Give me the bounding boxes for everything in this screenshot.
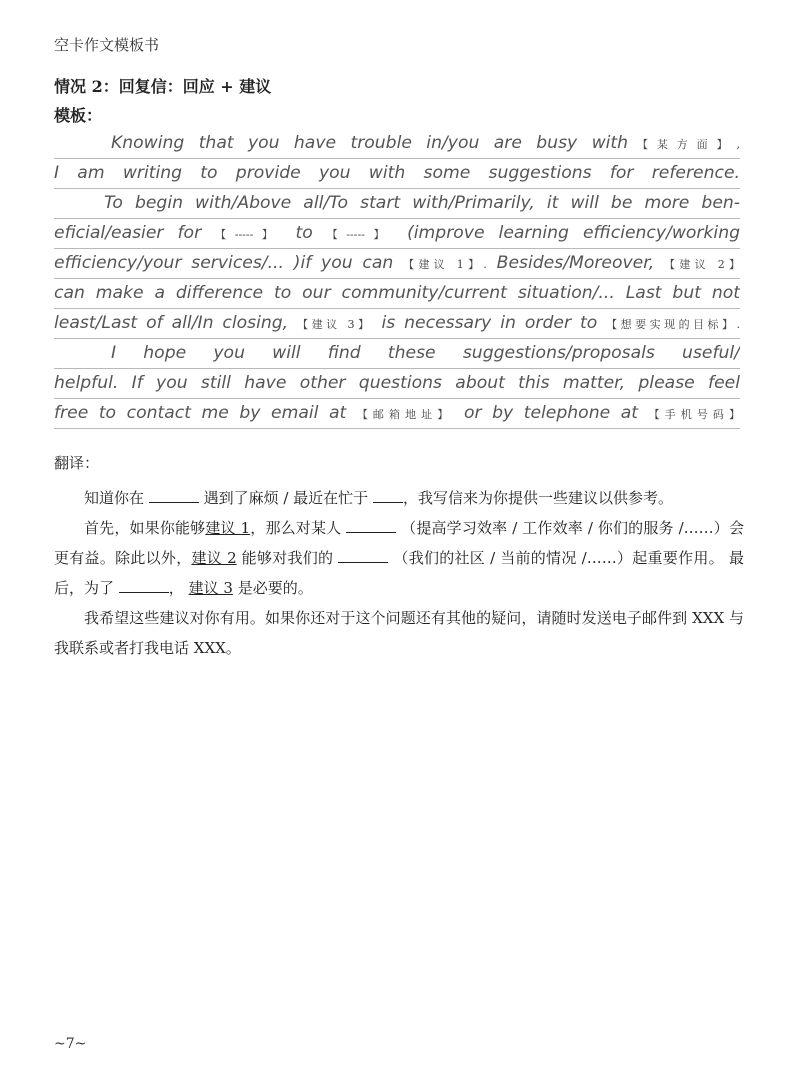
placeholder-blank-1: 【-----】 [215,228,282,241]
template-line-10 [54,399,740,429]
placeholder-phone: 【手机号码】 [648,408,740,421]
template-line-8-text: I hope you will find these suggestions/proposals useful/ [111,343,740,363]
translation-label: 翻译： [54,454,100,472]
template-line-10-part-a: free to contact me by email at [54,403,347,423]
template-line-4 [54,219,740,249]
tr-p2-f: ， [168,579,184,597]
tr-p2-suggestion-1: 建议 1 [205,519,251,537]
template-line-2-text: I am writing to provide you with some suggestions for reference. [54,163,740,183]
template-line-4-part-c: (improve learning efficiency/working [407,223,740,243]
template-line-6-text: can make a difference to our community/current situation/... Last but not [54,283,740,303]
tr-p2-d: 能够对我们的 [241,549,334,567]
tr-p2-e: （我们的社区 / 当前的情况 /……）起重要作用。 最后，为了 [54,549,744,597]
section-title: 情况 2：回复信：回应 + 建议 [54,77,272,96]
template-line-7-part-a: least/Last of all/In closing, [54,313,289,333]
fill-blank [346,518,396,533]
tr-p2-c: （提高学习效率 / 工作效率 / 你们的服务 /……）会更有益。除此以外， [54,519,744,567]
translation-block [54,452,744,663]
template-line-7-part-b: is necessary in order to [381,313,598,333]
template-line-4-part-b: to [295,223,313,243]
placeholder-blank-2: 【-----】 [326,228,394,241]
translation-paragraph-2 [54,513,744,603]
template-line-1 [54,129,740,159]
placeholder-aspect: 【某方面】, [628,138,740,151]
tr-p2-g: 是必要的。 [237,579,313,597]
template-line-8 [54,339,740,369]
placeholder-goal: 【想要实现的目标】. [606,318,740,331]
tr-p1-b: 遇到了麻烦 / 最近在忙于 [203,489,369,507]
tr-p2-suggestion-3: 建议 3 [188,579,233,597]
fill-blank [149,488,199,503]
fill-blank [119,578,169,593]
template-line-5-part-a: efficiency/your services/... )if you can [54,253,394,273]
template-block [54,129,740,429]
template-line-4-part-a: eficial/easier for [54,223,202,243]
template-label: 模板： [54,106,103,125]
placeholder-suggestion-2: 【建议 2】 [663,258,740,271]
template-line-10-part-b: or by telephone at [463,403,638,423]
template-line-5 [54,249,740,279]
placeholder-email: 【邮箱地址】 [356,408,454,421]
page-number: ~7~ [54,1036,87,1052]
tr-p2-a: 首先，如果你能够 [84,519,206,537]
translation-paragraph-3: 我希望这些建议对你有用。如果你还对于这个问题还有其他的疑问，请随时发送电子邮件到 XXX 与我联系或者打我电话 XXX。 [54,609,744,657]
translation-paragraph-1 [54,483,744,513]
tr-p1-c: ，我写信来为你提供一些建议以供参考。 [402,489,673,507]
template-line-2 [54,159,740,189]
template-line-7 [54,309,740,339]
placeholder-suggestion-3: 【建议 3】 [297,318,373,331]
fill-blank [373,488,403,503]
tr-p2-b: ，那么对某人 [250,519,342,537]
template-line-9 [54,369,740,399]
template-line-3-text: To begin with/Above all/To start with/Primarily, it will be more ben- [104,193,740,213]
template-line-6 [54,279,740,309]
placeholder-suggestion-1: 【建议 1】. [403,258,487,271]
tr-p2-suggestion-2: 建议 2 [191,549,237,567]
template-line-9-text: helpful. If you still have other questions about this matter, please feel [54,373,740,393]
template-line-1-text: Knowing that you have trouble in/you are busy with [111,133,629,153]
template-line-3 [54,189,740,219]
fill-blank [338,548,388,563]
template-line-5-part-b: Besides/Moreover, [496,253,655,273]
tr-p1-a: 知道你在 [84,489,145,507]
book-header-title: 空卡作文模板书 [54,36,160,54]
